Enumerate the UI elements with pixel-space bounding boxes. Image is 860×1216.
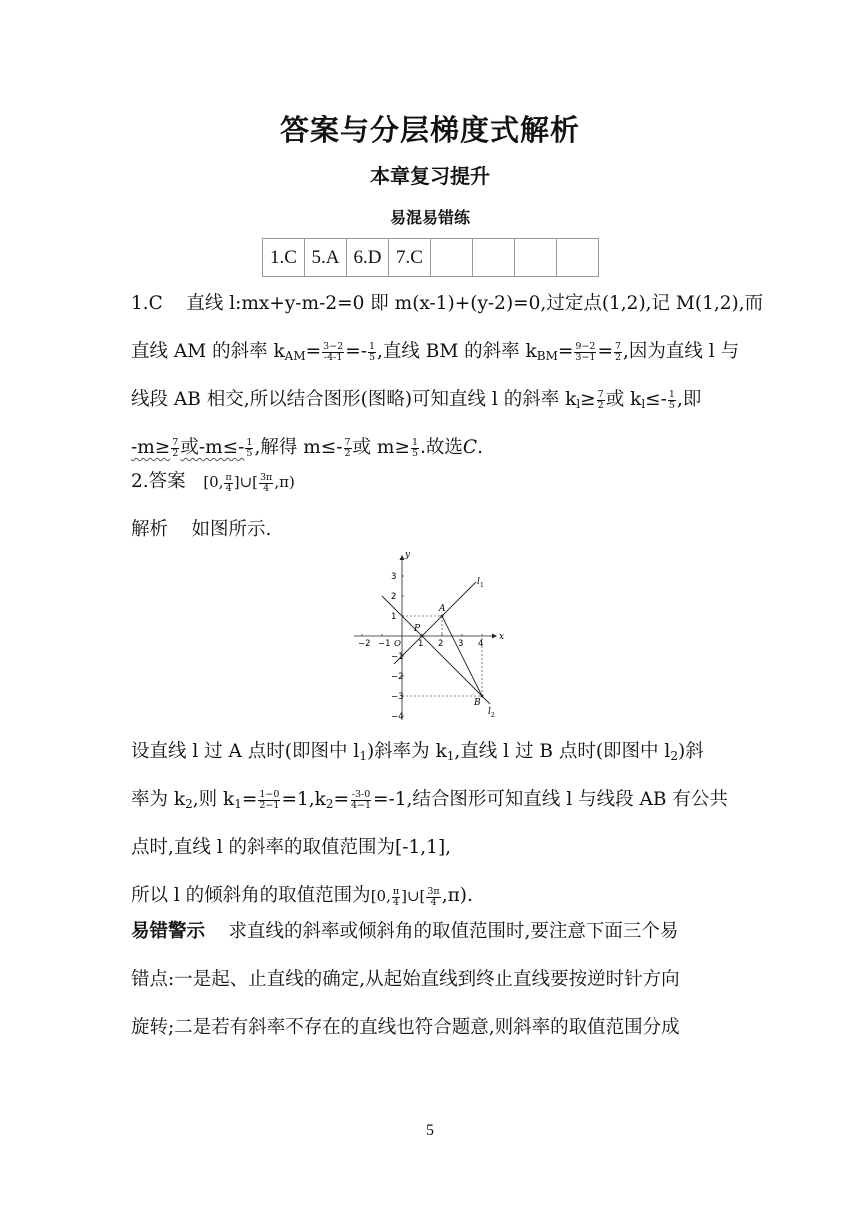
q1-text: =- bbox=[345, 341, 367, 362]
q2-text: ,直线 l 过 B 点时(即图中 l bbox=[454, 741, 671, 762]
fraction bbox=[597, 390, 605, 411]
point-b bbox=[481, 695, 484, 698]
subscript: 1 bbox=[446, 749, 455, 763]
numerator: 3−2 bbox=[323, 340, 344, 352]
q1-text: 或-m≤- bbox=[180, 437, 245, 458]
question-1-solution bbox=[131, 280, 764, 472]
q1-choice: C bbox=[462, 437, 478, 458]
q2-answer bbox=[203, 471, 295, 494]
warning-label: 易错警示 bbox=[131, 921, 206, 942]
page-number: 5 bbox=[426, 1122, 434, 1139]
q2-label: 2.答案 bbox=[131, 471, 186, 492]
point-p-label: P bbox=[414, 624, 421, 634]
q1-text: ,解得 m≤- bbox=[254, 437, 343, 458]
q1-text: ,直线 BM 的斜率 k bbox=[377, 341, 537, 362]
numerator: 7 bbox=[172, 436, 179, 448]
q2-text: = bbox=[333, 789, 349, 810]
numerator: π bbox=[392, 885, 400, 897]
numerator: 1 bbox=[246, 436, 253, 448]
subscript: AM bbox=[284, 349, 306, 363]
fraction bbox=[426, 887, 440, 908]
fraction bbox=[350, 790, 372, 811]
numerator: π bbox=[225, 471, 232, 483]
subscript: 1 bbox=[359, 749, 367, 763]
fraction bbox=[368, 342, 376, 363]
fraction bbox=[614, 342, 622, 363]
warning-line-3: 旋转;二是若有斜率不存在的直线也符合题意,则斜率的取值范围分成 bbox=[131, 1017, 680, 1038]
x-tick-label: −2 bbox=[358, 639, 371, 649]
q2-text: ,π). bbox=[441, 885, 473, 906]
error-warning bbox=[131, 908, 731, 1052]
figure-static bbox=[354, 550, 504, 720]
subscript: 2 bbox=[325, 797, 334, 811]
numerator: 1 bbox=[411, 436, 419, 448]
q2-text: 所以 l 的倾斜角的取值范围为 bbox=[131, 885, 371, 906]
answer-table bbox=[262, 238, 599, 277]
analysis-label: 解析 bbox=[131, 519, 169, 540]
numerator: 3π bbox=[260, 471, 273, 483]
q2-text: [0, bbox=[370, 887, 391, 905]
denominator: 2 bbox=[344, 447, 351, 459]
answer-cell bbox=[431, 239, 473, 277]
q1-line-2 bbox=[131, 328, 740, 376]
point-p bbox=[421, 635, 424, 638]
point-a-guide bbox=[402, 616, 442, 636]
q2-text: =-1,结合图形可知直线 l 与线段 AB 有公共 bbox=[373, 789, 728, 810]
line-l1-label: l bbox=[477, 577, 480, 587]
numerator: 7 bbox=[597, 388, 604, 400]
segment-ab bbox=[442, 616, 482, 696]
q1-text: ,即 bbox=[676, 389, 702, 410]
y-tick-label: −1 bbox=[391, 652, 404, 662]
q2-text: )斜 bbox=[678, 741, 704, 762]
origin-label: O bbox=[394, 639, 401, 649]
subscript: 1 bbox=[234, 797, 242, 811]
line-l1-subscript: 1 bbox=[480, 582, 484, 589]
q1-text: .故选 bbox=[420, 437, 463, 458]
numerator: 1 bbox=[668, 388, 675, 400]
warning-text: 求直线的斜率或倾斜角的取值范围时,要注意下面三个易 bbox=[228, 921, 679, 942]
line-l2-label: l bbox=[488, 707, 491, 717]
q2-text: 设直线 l 过 A 点时(即图中 l bbox=[131, 741, 360, 762]
denominator: 4−1 bbox=[350, 799, 372, 811]
denominator: -4-1 bbox=[323, 351, 343, 363]
y-tick-label: 3 bbox=[391, 572, 397, 582]
fraction bbox=[171, 438, 179, 459]
q1-text: = bbox=[305, 341, 322, 362]
q1-text: . bbox=[477, 437, 483, 458]
y-tick-label: −3 bbox=[391, 692, 404, 702]
answer-cell: 7.C bbox=[389, 239, 431, 277]
q2-text: ]∪[ bbox=[233, 473, 259, 491]
q2-text: = bbox=[241, 789, 258, 810]
point-a bbox=[441, 615, 444, 618]
denominator: 2 bbox=[172, 447, 179, 459]
q2-analysis-line bbox=[131, 506, 731, 554]
x-tick-label: 4 bbox=[478, 639, 484, 649]
numerator: 3π bbox=[427, 885, 440, 897]
x-tick-label: 2 bbox=[438, 639, 444, 649]
x-tick-label: 3 bbox=[458, 639, 464, 649]
y-tick-label: 2 bbox=[391, 592, 397, 602]
answer-cell: 1.C bbox=[263, 239, 305, 277]
q1-wavy-underlined bbox=[131, 437, 254, 458]
q2-text: ]∪[ bbox=[401, 887, 426, 905]
denominator: 4 bbox=[392, 896, 399, 908]
q1-text: ,因为直线 l 与 bbox=[623, 341, 740, 362]
denominator: 5 bbox=[668, 399, 675, 411]
answer-cell bbox=[557, 239, 599, 277]
warning-line-1 bbox=[131, 908, 731, 956]
denominator: 4 bbox=[430, 896, 437, 908]
numerator: 1−0 bbox=[259, 788, 280, 800]
subscript: l bbox=[641, 397, 646, 411]
line-l2 bbox=[382, 596, 490, 704]
question-2-answer bbox=[131, 458, 731, 554]
numerator: 1 bbox=[368, 340, 375, 352]
fraction bbox=[392, 887, 400, 908]
line-l2-subscript: 2 bbox=[491, 712, 495, 719]
answer-cell: 6.D bbox=[347, 239, 389, 277]
fraction bbox=[224, 473, 232, 494]
q1-text: 或 k bbox=[605, 389, 642, 410]
y-tick-label: −2 bbox=[391, 672, 404, 682]
q1-text: -m≥ bbox=[131, 437, 171, 458]
denominator: 5 bbox=[246, 447, 253, 459]
section-heading: 易混易错练 bbox=[389, 208, 470, 227]
q1-text: = bbox=[597, 341, 613, 362]
coordinate-figure bbox=[350, 548, 510, 720]
q1-line-1 bbox=[131, 280, 764, 328]
q2-text: =1,k bbox=[281, 789, 326, 810]
point-b-label: B bbox=[474, 698, 481, 708]
numerator: 7 bbox=[344, 436, 351, 448]
q2-text: [0, bbox=[203, 473, 224, 491]
q1-text: 直线 AM 的斜率 k bbox=[131, 341, 285, 362]
subscript: BM bbox=[536, 349, 558, 363]
y-tick-label: −4 bbox=[391, 712, 404, 720]
line-l1 bbox=[394, 582, 476, 664]
subscript: 2 bbox=[185, 797, 193, 811]
subscript: l bbox=[576, 397, 581, 411]
q2-line-1 bbox=[131, 728, 731, 776]
fraction bbox=[322, 342, 344, 363]
q2-line-3: 点时,直线 l 的斜率的取值范围为[-1,1], bbox=[131, 837, 452, 858]
x-axis-arrow bbox=[492, 634, 497, 639]
y-axis-arrow bbox=[400, 555, 405, 560]
denominator: 3−1 bbox=[575, 351, 596, 363]
q1-text: 线段 AB 相交,所以结合图形(图略)可知直线 l 的斜率 k bbox=[131, 389, 577, 410]
q1-text: 或 m≥ bbox=[352, 437, 410, 458]
denominator: 4 bbox=[263, 482, 270, 494]
page-title: 答案与分层梯度式解析 bbox=[279, 113, 580, 147]
q2-line-2 bbox=[131, 776, 731, 824]
x-axis-label: x bbox=[499, 632, 505, 642]
denominator: 4 bbox=[225, 482, 232, 494]
q2-range bbox=[370, 885, 442, 908]
numerator: 7 bbox=[614, 340, 622, 352]
x-tick-label: −1 bbox=[378, 639, 391, 649]
q1-line-3 bbox=[131, 376, 731, 424]
q2-answer-line bbox=[131, 458, 731, 506]
q1-text: ≥ bbox=[580, 389, 596, 410]
q2-text: 如图所示. bbox=[191, 519, 272, 540]
subscript: 2 bbox=[670, 749, 678, 763]
fraction bbox=[245, 438, 253, 459]
fraction bbox=[411, 438, 419, 459]
x-tick-label: 1 bbox=[418, 639, 424, 649]
point-a-label: A bbox=[439, 604, 446, 614]
denominator: 2−1 bbox=[259, 799, 280, 811]
denominator: 2 bbox=[614, 351, 622, 363]
fraction bbox=[574, 342, 596, 363]
denominator: 2 bbox=[597, 399, 604, 411]
fraction bbox=[344, 438, 352, 459]
numerator: 9−2 bbox=[575, 340, 596, 352]
q2-text: 率为 k bbox=[131, 789, 186, 810]
q2-text: ,π) bbox=[274, 473, 295, 491]
fraction bbox=[258, 790, 280, 811]
q1-text: 直线 l:mx+y-m-2=0 即 m(x-1)+(y-2)=0,过定点(1,2),记 M(1,2),而 bbox=[186, 293, 764, 314]
q2-text: )斜率为 k bbox=[366, 741, 447, 762]
denominator: 5 bbox=[368, 351, 375, 363]
answer-row bbox=[263, 239, 599, 277]
q2-text: ,则 k bbox=[192, 789, 235, 810]
y-tick-label: 1 bbox=[391, 612, 397, 622]
q1-text: ≤- bbox=[645, 389, 667, 410]
q1-text: = bbox=[557, 341, 574, 362]
chapter-subtitle: 本章复习提升 bbox=[370, 164, 490, 188]
denominator: 5 bbox=[411, 447, 419, 459]
warning-line-2: 错点:一是起、止直线的确定,从起始直线到终止直线要按逆时针方向 bbox=[131, 969, 680, 990]
answer-cell bbox=[515, 239, 557, 277]
fraction bbox=[668, 390, 676, 411]
fraction bbox=[259, 473, 273, 494]
question-2-explanation bbox=[131, 728, 731, 920]
answer-cell: 5.A bbox=[305, 239, 347, 277]
y-axis-label: y bbox=[405, 550, 411, 560]
numerator: -3-0 bbox=[351, 788, 371, 800]
answer-cell bbox=[473, 239, 515, 277]
q1-label: 1.C bbox=[131, 293, 163, 314]
